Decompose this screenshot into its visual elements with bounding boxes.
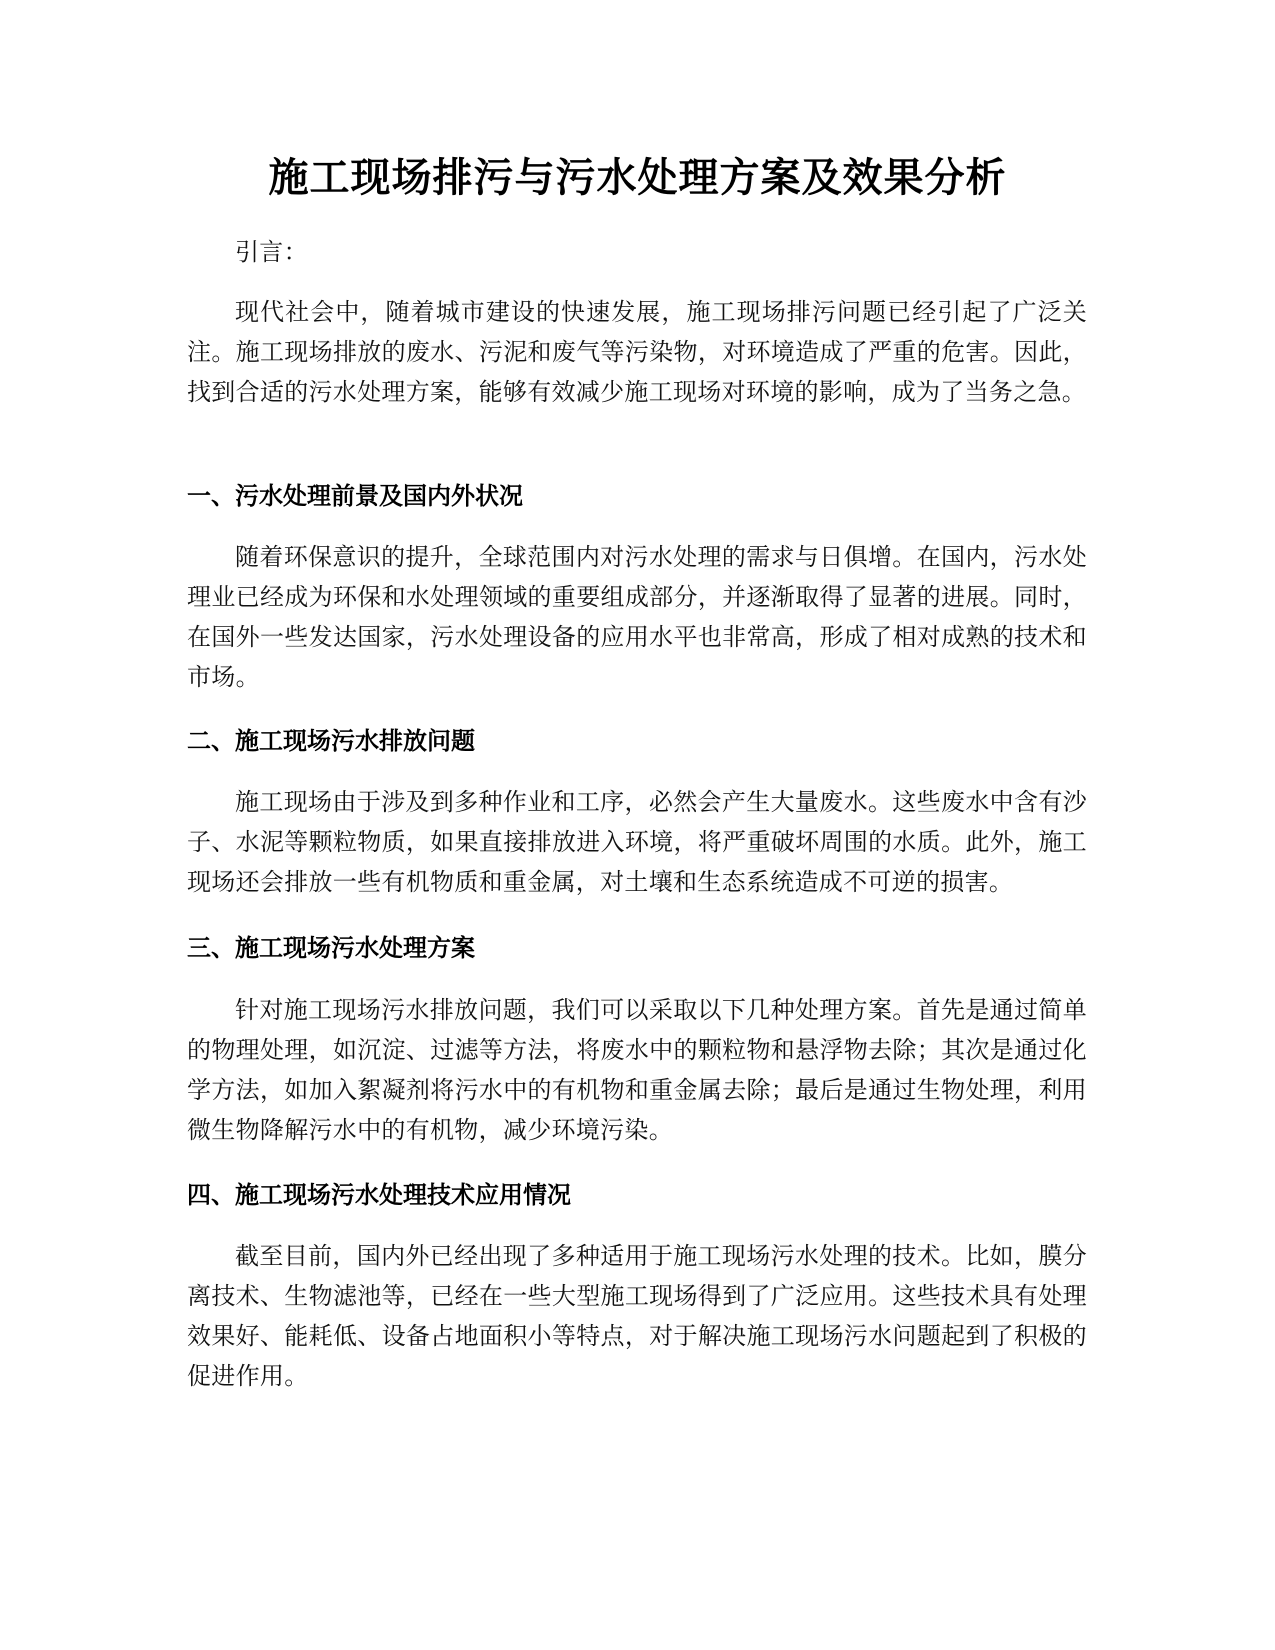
intro-paragraph: 现代社会中，随着城市建设的快速发展，施工现场排污问题已经引起了广泛关注。施工现场排放的废水、污泥和废气等污染物，对环境造成了严重的危害。因此，找到合适的污水处理方案，能够有效减少施工现场对环境的影响，成为了当务之急。 [187, 298, 1087, 406]
section-2-paragraph: 施工现场由于涉及到多种作业和工序，必然会产生大量废水。这些废水中含有沙子、水泥等颗粒物质，如果直接排放进入环境，将严重破坏周围的水质。此外，施工现场还会排放一些有机物质和重金属，对土壤和生态系统造成不可逆的损害。 [187, 788, 1087, 896]
section-1-paragraph: 随着环保意识的提升，全球范围内对污水处理的需求与日俱增。在国内，污水处理业已经成为环保和水处理领域的重要组成部分，并逐渐取得了显著的进展。同时，在国外一些发达国家，污水处理设备的应用水平也非常高，形成了相对成熟的技术和市场。 [187, 543, 1087, 691]
section-3-heading: 三、施工现场污水处理方案 [187, 934, 475, 962]
section-4-heading: 四、施工现场污水处理技术应用情况 [187, 1181, 571, 1209]
section-3-paragraph: 针对施工现场污水排放问题，我们可以采取以下几种处理方案。首先是通过简单的物理处理，如沉淀、过滤等方法，将废水中的颗粒物和悬浮物去除；其次是通过化学方法，如加入絮凝剂将污水中的有机物和重金属去除；最后是通过生物处理，利用微生物降解污水中的有机物，减少环境污染。 [187, 996, 1087, 1144]
intro-label: 引言： [235, 238, 308, 266]
section-2-heading: 二、施工现场污水排放问题 [187, 727, 475, 755]
document-title: 施工现场排污与污水处理方案及效果分析 [268, 155, 1007, 201]
section-1-heading: 一、污水处理前景及国内外状况 [187, 482, 523, 510]
section-4-paragraph: 截至目前，国内外已经出现了多种适用于施工现场污水处理的技术。比如，膜分离技术、生物滤池等，已经在一些大型施工现场得到了广泛应用。这些技术具有处理效果好、能耗低、设备占地面积小等特点，对于解决施工现场污水问题起到了积极的促进作用。 [187, 1242, 1087, 1390]
